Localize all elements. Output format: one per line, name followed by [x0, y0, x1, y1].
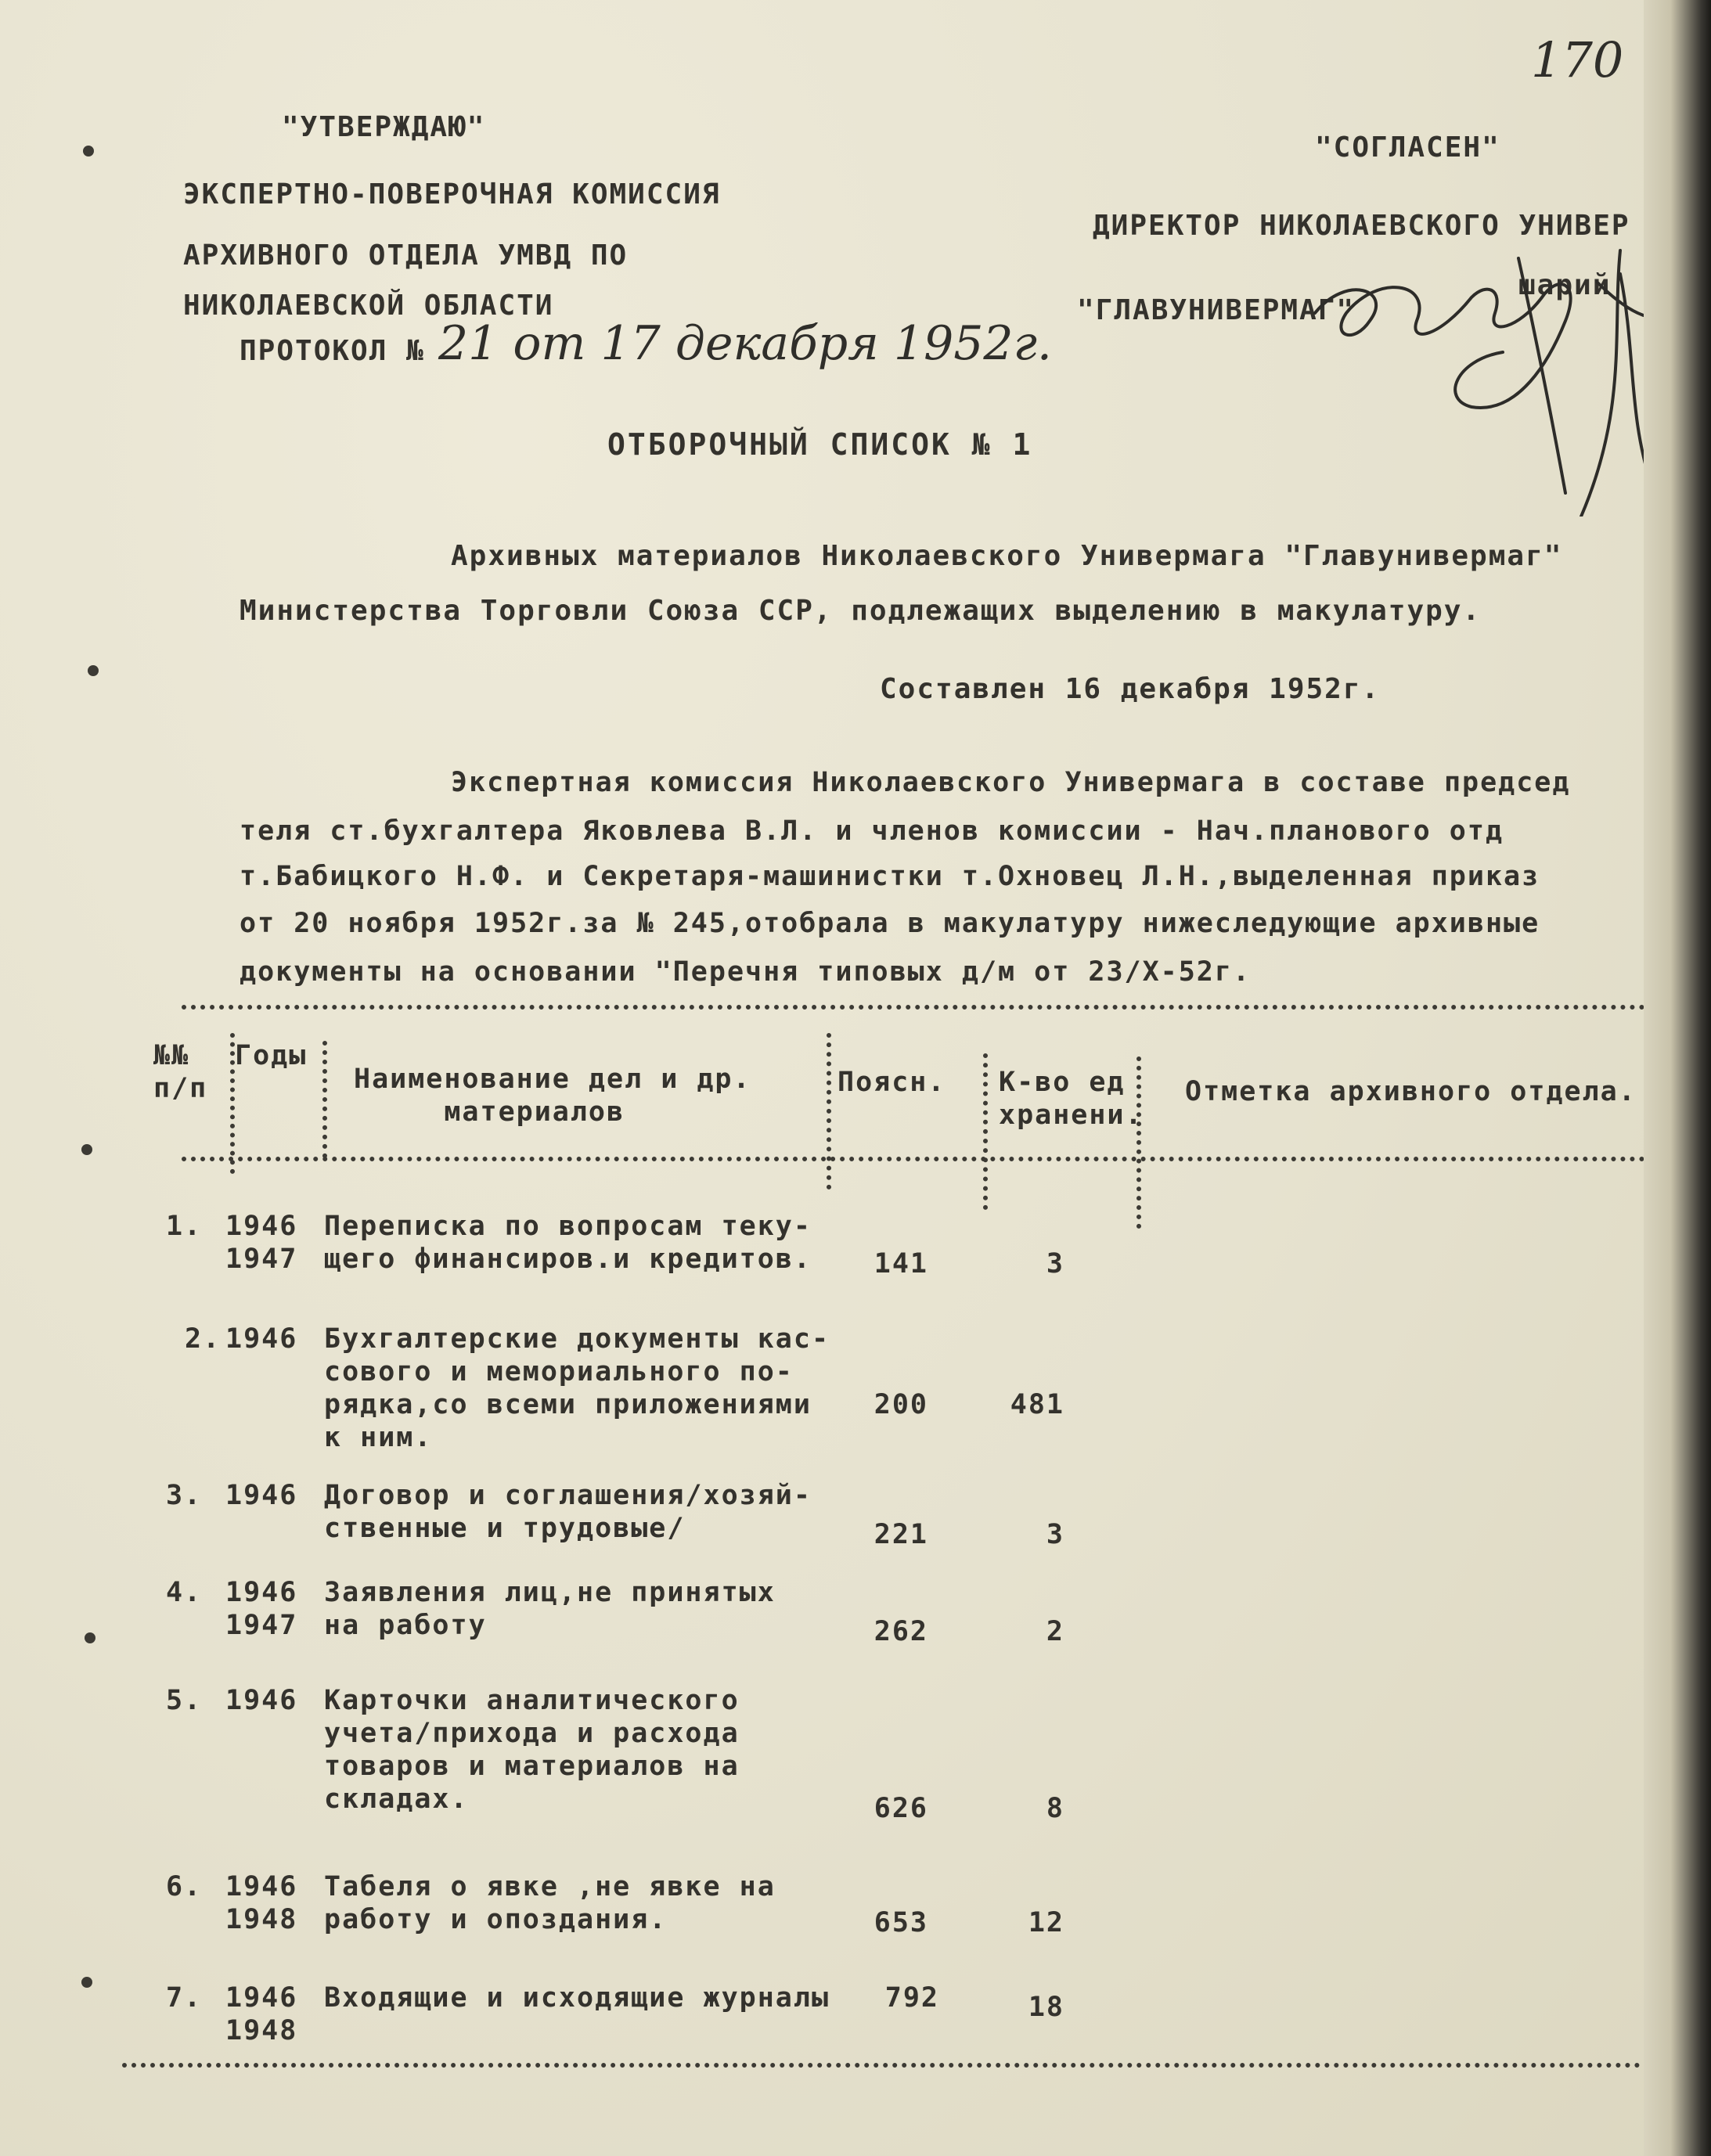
header-years: Годы	[235, 1040, 308, 1071]
row-quantity: 2	[1046, 1616, 1064, 1647]
row-quantity: 8	[1046, 1793, 1064, 1824]
row-quantity: 3	[1046, 1519, 1064, 1550]
row-explanation: 792	[884, 1982, 939, 2014]
paragraph-line-5: документы на основании "Перечня типовых д/м от 23/Х-52г.	[240, 956, 1252, 988]
subtitle-line-2: Министерства Торговли Союза ССР, подлежащих выделению в макулатуру.	[240, 595, 1482, 627]
row-number: 7.	[166, 1982, 203, 2014]
approve-line-1: ЭКСПЕРТНО-ПОВЕРОЧНАЯ КОМИССИЯ	[183, 178, 721, 211]
paragraph-line-1: Экспертная комиссия Николаевского Универмага в составе председ	[451, 767, 1571, 798]
row-quantity: 3	[1046, 1248, 1064, 1280]
agree-line-2-tail: шарий	[1518, 269, 1612, 301]
agree-heading: "СОГЛАСЕН"	[1315, 131, 1500, 164]
table-header-rule	[182, 1157, 1645, 1161]
row-number: 3.	[166, 1480, 203, 1511]
row-explanation: 626	[874, 1793, 928, 1824]
protocol-handwritten: 21 от 17 декабря 1952г.	[438, 316, 1052, 371]
row-name: Договор и соглашения/хозяй- ственные и трудовые/	[324, 1480, 812, 1544]
header-name: Наименование дел и др. материалов	[354, 1064, 751, 1128]
row-years: 1946 1948	[225, 1982, 298, 2046]
table-top-rule	[182, 1005, 1645, 1010]
header-mark: Отметка архивного отдела.	[1185, 1076, 1637, 1107]
row-years: 1946 1947	[225, 1577, 298, 1641]
row-name: Табеля о явке ,не явке на работу и опоздания.	[324, 1871, 776, 1935]
header-number: №№ п/п	[153, 1040, 208, 1104]
page-number: 170	[1531, 31, 1624, 88]
header-explanation: Поясн.	[837, 1067, 946, 1098]
row-explanation: 653	[874, 1907, 928, 1938]
row-explanation: 221	[874, 1519, 928, 1550]
punch-hole	[81, 1977, 92, 1988]
punch-hole	[88, 665, 99, 676]
row-number: 5.	[166, 1685, 203, 1716]
row-years: 1946	[225, 1323, 298, 1355]
row-name: Переписка по вопросам теку- щего финансиров.и кредитов.	[324, 1211, 812, 1275]
row-name: Бухгалтерские документы кас- сового и мемориального по- рядка,со всеми приложениями к ним.	[324, 1323, 830, 1453]
agree-line-2: "ГЛАВУНИВЕРМАГ"	[1077, 294, 1356, 326]
row-name: Заявления лиц,не принятых на работу	[324, 1577, 776, 1641]
row-years: 1946	[225, 1685, 298, 1716]
punch-hole	[81, 1144, 92, 1155]
protocol-label: ПРОТОКОЛ №	[240, 335, 425, 367]
row-explanation: 200	[874, 1389, 928, 1420]
approve-line-3: НИКОЛАЕВСКОЙ ОБЛАСТИ	[183, 290, 554, 322]
row-number: 2.	[185, 1323, 222, 1355]
director-signature	[1284, 157, 1691, 517]
paragraph-line-3: т.Бабицкого Н.Ф. и Секретаря-машинистки т.Охновец Л.Н.,выделенная приказ	[240, 861, 1540, 892]
row-quantity: 12	[1028, 1907, 1064, 1938]
row-explanation: 141	[874, 1248, 928, 1280]
compiled-date: Составлен 16 декабря 1952г.	[880, 673, 1381, 705]
approve-heading: "УТВЕРЖДАЮ"	[282, 111, 486, 143]
row-years: 1946	[225, 1480, 298, 1511]
column-divider	[983, 1053, 988, 1210]
row-quantity: 18	[1028, 1992, 1064, 2023]
subtitle-line-1: Архивных материалов Николаевского Универмага "Главунивермаг"	[451, 540, 1563, 572]
row-name: Входящие и исходящие журналы	[324, 1982, 830, 2014]
punch-hole	[83, 146, 94, 157]
table-bottom-rule	[122, 2063, 1641, 2068]
row-explanation: 262	[874, 1616, 928, 1647]
document-title: ОТБОРОЧНЫЙ СПИСОК № 1	[607, 427, 1033, 462]
row-quantity: 481	[1010, 1389, 1064, 1420]
column-divider	[827, 1033, 831, 1190]
row-name: Карточки аналитического учета/прихода и расхода товаров и материалов на складах.	[324, 1685, 740, 1815]
header-quantity: К-во ед хранени.	[999, 1067, 1144, 1131]
approve-line-2: АРХИВНОГО ОТДЕЛА УМВД ПО	[183, 239, 629, 272]
paragraph-line-4: от 20 ноября 1952г.за № 245,отобрала в макулатуру нижеследующие архивные	[240, 908, 1540, 939]
row-years: 1946 1948	[225, 1871, 298, 1935]
paragraph-line-2: теля ст.бухгалтера Яковлева В.Л. и членов комиссии - Нач.планового отд	[240, 815, 1504, 847]
row-number: 6.	[166, 1871, 203, 1902]
column-divider	[322, 1041, 327, 1158]
paper-edge	[1644, 0, 1711, 2156]
row-number: 4.	[166, 1577, 203, 1608]
punch-hole	[85, 1632, 95, 1643]
row-number: 1.	[166, 1211, 203, 1242]
row-years: 1946 1947	[225, 1211, 298, 1275]
agree-line-1: ДИРЕКТОР НИКОЛАЕВСКОГО УНИВЕР	[1093, 210, 1630, 242]
